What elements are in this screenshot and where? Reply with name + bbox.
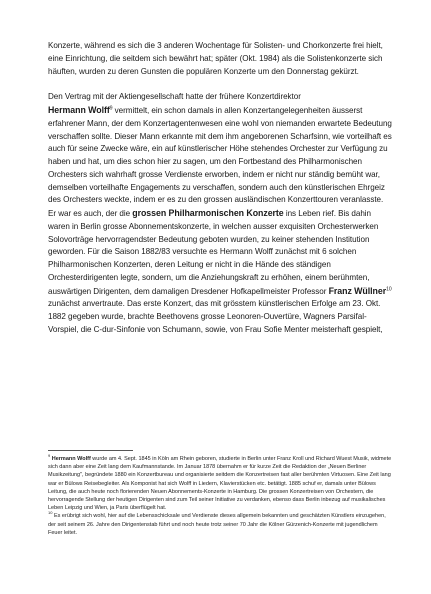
paragraph-2-intro: Den Vertrag mit der Aktiengesellschaft hatte der frühere Konzertdirektor: [48, 92, 301, 102]
footnote-10: [48, 512, 393, 537]
footnote-separator: [48, 450, 133, 451]
paragraph-1: Konzerte, während es sich die 3 anderen Wochentage für Solisten- und Chorkonzerte frei hielt, eine Einrichtung, die seitdem sich bewährt hat; später (Okt. 1984) als die Solistenkonzerte sich häuften, wurden zu deren Gunsten die populären Konzerte um den Donnerstag gekürzt.: [48, 41, 383, 76]
footnote-9-number: 9: [48, 453, 51, 459]
footnote-9-name: Hermann Wolff: [51, 456, 91, 462]
paragraph-2-text-c: ins Leben rief. Bis dahin waren in Berlin grosse Abonnementskonzerte, in welchen ausser exquisiten Orchesterwerken Solovorträge hervorragendster Bedeutung geboten wurden, zu keiner stehenden Institution geworden. Für die Saison 1882/83 versuchte es Hermann Wolff zunächst mit 6 solchen Philharmonischen Konzerten, deren Leitung er nicht in die Hände des ständigen Orchesterdirigenten legte, sondern, um die Anziehungskraft zu erhöhen, einem berühmten, auswärtigen Dirigenten, dem damaligen Dresdener Hofkapellmeister Professor: [48, 209, 379, 296]
footnote-10-text: Es erübrigt sich wohl, hier auf die Lebensschicksale und Verdienste dieses allgemein bekannten und geschätzten Künstlers einzugehen, der seit seinem 26. Jahre den Dirigentenstab führt und noch heute trotz seiner 70 Jahr die Kölner Gürzenich-Konzerte mit jugendlichem Feuer leitet.: [48, 513, 386, 536]
name-franz-wuellner: Franz Wüllner: [328, 285, 387, 296]
footnote-9: [48, 455, 393, 512]
footnote-ref-10: 10: [386, 285, 392, 292]
footnotes: [48, 455, 393, 537]
paragraph-2-text-d: zunächst anvertraute. Das erste Konzert, das mit grösstem künstlerischen Erfolge am 23. Okt. 1882 gegeben wurde, brachte Beethovens grosse Leonoren-Ouvertüre, Wagners Parsifal-Vorspiel, die C-dur-Sinfonie von Schumann, sowie, von Frau Sofie Menter meisterhaft gespielt,: [48, 299, 383, 334]
bold-grossen-philharmonischen-konzerte: grossen Philharmonischen Konzerte: [132, 208, 284, 218]
body-text: [48, 40, 393, 337]
paragraph-2: [48, 91, 393, 336]
footnote-ref-9: 9: [109, 105, 113, 112]
name-hermann-wolff: Hermann Wolff: [48, 105, 110, 115]
footnote-9-text: wurde am 4. Sept. 1845 in Köln am Rhein geboren, studierte in Berlin unter Franz Kroll und Richard Wuest Musik, widmete sich dann aber eine Zeit lang dem Kaufmannstande. Im Januar 1878 übernahm er für kurze Zeit die Redaktion der „Neuen Berliner Musikzeitung", begründete 1880 ein Konzertbureau und organisierte seitdem die Konzertreisen fast aller berühmten Virtuosen. Eine Zeit lang war er Bülows Reisebegleiter. Als Komponist hat sich Wolff in Liedern, Klavierstücken etc. betätigt. 1885 schuf er, damals unter Bülows Leitung, die auch heute noch florierenden Neuen Abonnements-Konzerte in Hamburg. Die grossen Konzertreisen von Orchestern, die hervorragende Stellung der heutigen Dirigenten sind zum Teil seiner Initiative zu verdanken, ebenso dass Berlin inbezug auf musikalisches Leben Leipzig und Wien, ja Paris überflügelt hat.: [48, 456, 392, 512]
footnote-10-number: 10: [48, 510, 53, 516]
paragraph-2-text-b: vermittelt, ein schon damals in allen Konzertangelegenheiten äusserst erfahrener Mann, der dem Konzertagentenwesen eine wohl von niemanden erwartete Bedeutung verschaffen sollte. Dieser Mann erkannte mit dem ihm angeborenen Scharfsinn, wie vorteilhaft es auch für seine Zwecke wäre, ein auf künstlerischer Höhe stehendes Orchester zur Verfügung zu haben und hat, um dies schon hier zu sagen, um den Fortbestand des Philharmonischen Orchesters sich wahrhaft grosse Verdienste erworben, indem er nicht nur ständig bemüht war, demselben vorteilhafte Engagements zu verschaffen, sondern auch den künstlerischen Ehrgeiz des Orchesters weckte, indem er es zu den grossen ausländischen Konzerttouren veranlasste. Er war es auch, der die: [48, 106, 392, 218]
